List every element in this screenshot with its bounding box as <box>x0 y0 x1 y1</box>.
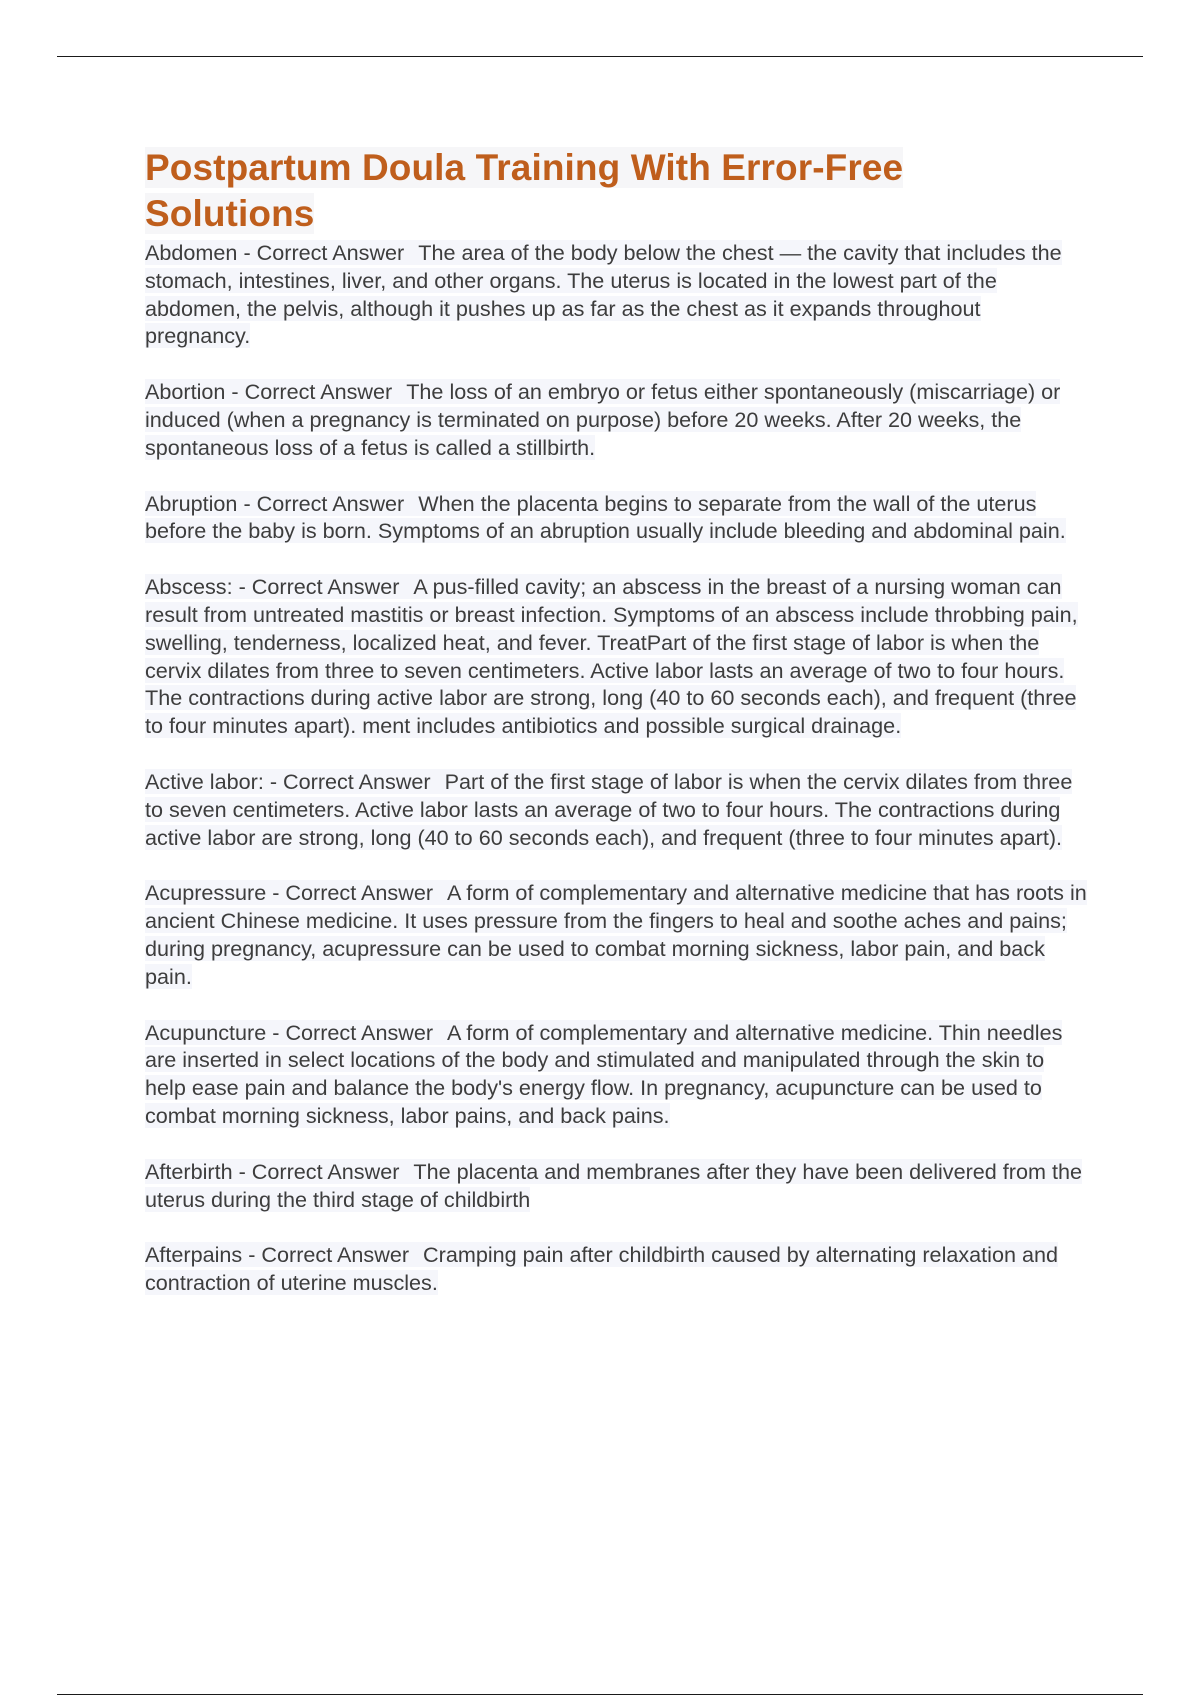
footer-rule <box>57 1694 1143 1695</box>
glossary-entry <box>145 239 1090 350</box>
glossary-entry <box>145 879 1090 990</box>
glossary-entry <box>145 1019 1090 1130</box>
glossary-entry <box>145 1158 1090 1214</box>
entry-definition: A form of complementary and alternative medicine. Thin needles are inserted in select locations of the body and stimulated and manipulated through the skin to help ease pain and balance the body's energy flow. In pregnancy, acupuncture can be used to combat morning sickness, labor pains, and back pains. <box>145 1019 1063 1128</box>
entry-definition: The placenta and membranes after they have been delivered from the uterus during the third stage of childbirth <box>145 1158 1083 1212</box>
entry-term: Acupressure <box>145 880 267 906</box>
title-line-1: Postpartum Doula Training With Error-Free <box>145 147 904 188</box>
entry-term: Abortion <box>145 379 226 405</box>
entry-definition: Part of the first stage of labor is when the cervix dilates from three to seven centimeters. Active labor lasts an average of two to four hours. The contractions during active labor are strong, long (40 to 60 seconds each), and frequent (three to four minutes apart). <box>145 768 1073 850</box>
entry-answer-label: - Correct Answer <box>237 240 405 265</box>
glossary-entry <box>145 1241 1090 1297</box>
entry-term: Abruption <box>145 490 238 516</box>
glossary-list <box>145 239 1090 1297</box>
document-body <box>145 145 1090 1325</box>
entry-definition: When the placenta begins to separate from the wall of the uterus before the baby is born. Symptoms of an abruption usually include bleeding and abdominal pain. <box>145 490 1066 544</box>
entry-definition: Cramping pain after childbirth caused by alternating relaxation and contraction of uterine muscles. <box>145 1242 1059 1296</box>
entry-answer-label: - Correct Answer <box>266 1019 434 1045</box>
entry-term: Abdomen <box>145 240 238 265</box>
glossary-entry <box>145 490 1090 546</box>
glossary-entry <box>145 573 1090 740</box>
entry-answer-label: - Correct Answer <box>232 1158 400 1184</box>
entry-term: Afterbirth <box>145 1158 233 1184</box>
entry-definition: The loss of an embryo or fetus either spontaneously (miscarriage) or induced (when a pregnancy is terminated on purpose) before 20 weeks. After 20 weeks, the spontaneous loss of a fetus is called a stillbirth. <box>145 379 1061 460</box>
header-rule <box>57 56 1143 57</box>
entry-definition: A form of complementary and alternative medicine that has roots in ancient Chinese medicine. It uses pressure from the fingers to heal and soothe aches and pains; during pregnancy, acupressure can be used to combat morning sickness, labor pain, and back pain. <box>145 880 1087 989</box>
entry-term: Afterpains <box>145 1242 243 1268</box>
entry-answer-label: - Correct Answer <box>232 574 400 600</box>
entry-answer-label: - Correct Answer <box>242 1242 410 1268</box>
entry-answer-label: - Correct Answer <box>263 768 431 794</box>
title-line-2: Solutions <box>145 193 315 234</box>
entry-answer-label: - Correct Answer <box>266 880 434 906</box>
entry-answer-label: - Correct Answer <box>225 379 393 405</box>
glossary-entry <box>145 378 1090 461</box>
glossary-entry <box>145 768 1090 851</box>
entry-term: Active labor: <box>145 768 264 794</box>
document-title <box>145 145 1090 237</box>
entry-answer-label: - Correct Answer <box>237 490 405 516</box>
entry-term: Acupuncture <box>145 1019 267 1045</box>
entry-definition: A pus-filled cavity; an abscess in the breast of a nursing woman can result from untreated mastitis or breast infection. Symptoms of an abscess include throbbing pain, swelling, tenderness, localized heat, and fever. TreatPart of the first stage of labor is when the cervix dilates from three to seven centimeters. Active labor lasts an average of two to four hours. The contractions during active labor are strong, long (40 to 60 seconds each), and frequent (three to four minutes apart). ment includes antibiotics and possible surgical drainage. <box>145 574 1078 739</box>
entry-definition: The area of the body below the chest — the cavity that includes the stomach, intestines, liver, and other organs. The uterus is located in the lowest part of the abdomen, the pelvis, although it pushes up as far as the chest as it expands throughout pregnancy. <box>145 240 1062 349</box>
entry-term: Abscess: <box>145 574 233 600</box>
